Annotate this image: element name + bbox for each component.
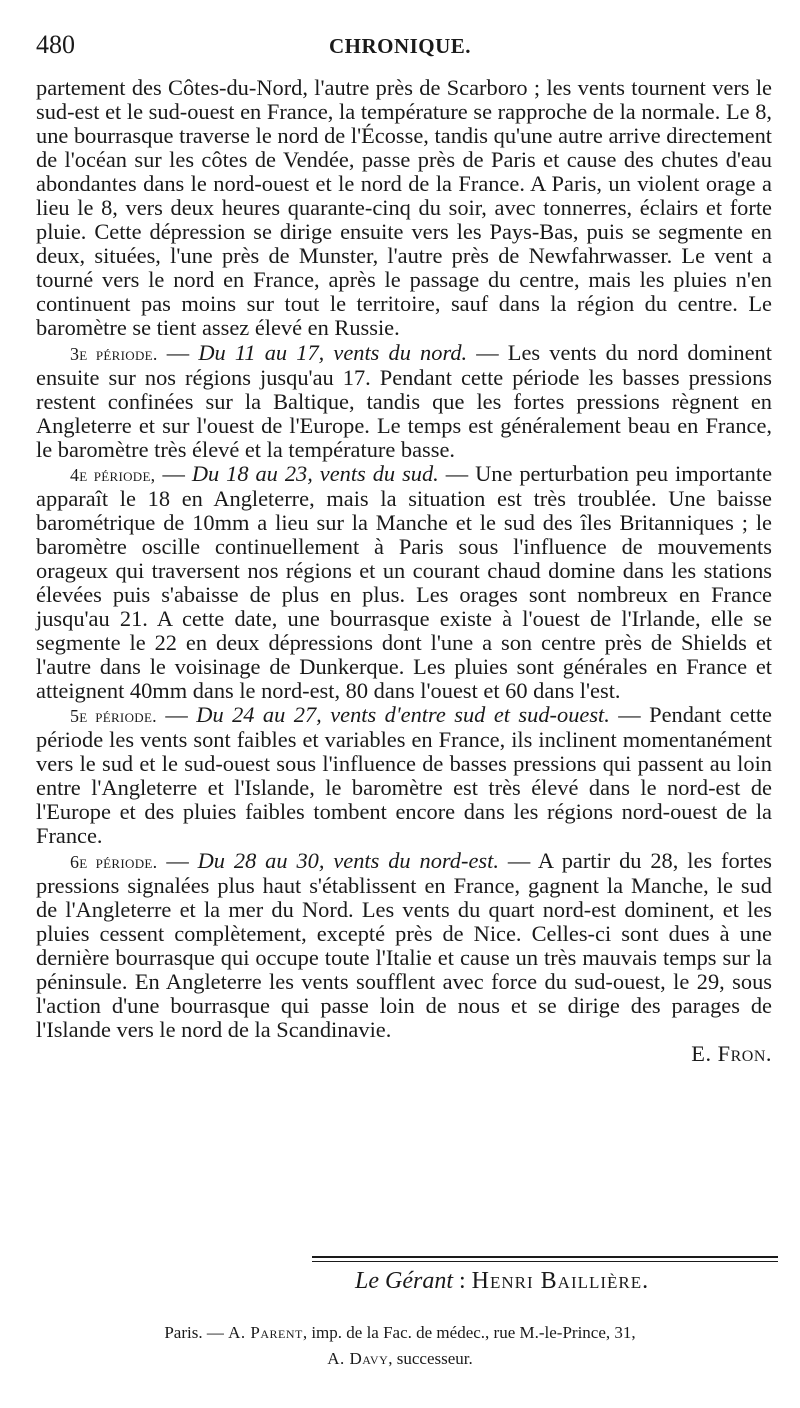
imprint-city: Paris. — [164, 1323, 229, 1342]
continuation-paragraph: partement des Côtes-du-Nord, l'autre près de Scarboro ; les vents tournent vers le sud-est et le sud-ouest en France, la température se rapproche de la normale. Le 8, une bourrasque traverse le nord de l'Écosse, tandis qu'une autre arrive directement de l'océan sur les côtes de Vendée, passe près de Paris et cause des chutes d'eau abondantes dans le nord-ouest et le nord de la France. A Paris, un violent orage a lieu le 8, vers deux heures quarante-cinq du soir, avec tonnerres, éclairs et forte pluie. Cette dépression se dirige ensuite vers les Pays-Bas, puis se segmente en deux, situées, l'une près de Munster, l'autre près de Newfahrwasser. Le vent a tourné vers le nord en France, après le passage du centre, mais les pluies n'en continuent pas moins sur tout le territoire, sauf dans la région du centre. Le baromètre se tient assez élevé en Russie. [36, 75, 772, 341]
imprint-successor-line [0, 1349, 800, 1369]
period-heading: Du 24 au 27, vents d'entre sud et sud-ouest. [196, 702, 610, 728]
period-dash: — [155, 460, 192, 486]
imprint-address: , imp. de la Fac. de médec., rue M.-le-Prince, 31, [302, 1323, 636, 1342]
period-6-paragraph [36, 849, 772, 1042]
period-dash: — [157, 339, 199, 365]
period-label: 3e période. [70, 343, 158, 364]
period-heading: Du 11 au 17, vents du nord. [198, 339, 468, 365]
gerant-label: Le Gérant [355, 1268, 453, 1294]
period-text: — Une perturbation peu importante apparaît le 18 en Angleterre, mais la situation est très troublée. Une baisse barométrique de 10mm a lieu sur la Manche et le sud des îles Britanniques ; le baromètre oscille continuellement à Paris sous l'influence de mouvements orageux qui traversent nos régions et un courant chaud domine dans les stations élevées puis s'abaisse de plus en plus. Les orages sont nombreux en France jusqu'au 21. A cette date, une bourrasque existe à l'ouest de l'Irlande, elle se segmente le 22 en deux dépressions dont l'une a son centre près de Shields et l'autre dans le voisinage de Dunkerque. Les pluies sont générales en France et atteignent 40mm dans le nord-est, 80 dans l'ouest et 60 dans l'est. [36, 460, 773, 704]
article-body [36, 76, 772, 1066]
period-5-paragraph [36, 703, 772, 848]
page-number: 480 [36, 30, 75, 59]
period-dash: — [157, 847, 198, 873]
gerant-line [355, 1268, 775, 1295]
gerant-separator: : [453, 1268, 472, 1294]
footer-rule [312, 1256, 778, 1258]
period-label: 5e période. [70, 706, 157, 727]
period-label: 6e période. [70, 851, 158, 872]
footer-rule-thin [312, 1261, 778, 1262]
period-text: — Les vents du nord dominent ensuite sur nos régions jusqu'au 17. Pendant cette période les basses pressions restent confinées sur la Baltique, tandis que les fortes pressions règnent en Angleterre et sur l'ouest de l'Europe. Le temps est généralement beau en France, le baromètre très élevé et la température basse. [36, 339, 772, 462]
period-dash: — [156, 702, 197, 728]
imprint-successor-text: , successeur. [388, 1349, 473, 1368]
page-header [36, 30, 764, 70]
gerant-name: Henri Baillière. [471, 1268, 650, 1294]
period-heading: Du 18 au 23, vents du sud. [191, 460, 439, 486]
period-text: — A partir du 28, les fortes pressions signalées plus haut s'établissent en France, gagnent la Manche, le sud de l'Angleterre et la mer du Nord. Les vents du quart nord-est dominent, et les pluies cessent complètement, excepté près de Nice. Celles-ci sont dues à une dernière bourrasque qui occupe toute l'Italie et cause un très mauvais temps sur la péninsule. En Angleterre les vents soufflent avec force du sud-ouest, le 29, sous l'action d'une bourrasque qui passe loin de nous et se dirige des parages de l'Islande vers le nord de la Scandinavie. [36, 847, 772, 1042]
running-head: CHRONIQUE. [328, 34, 472, 58]
imprint-printer: A. Parent [228, 1323, 303, 1342]
period-4-paragraph [36, 462, 772, 703]
period-heading: Du 28 au 30, vents du nord-est. [197, 847, 499, 873]
imprint-line [0, 1323, 800, 1343]
period-3-paragraph [36, 341, 772, 462]
period-label: 4e période, [70, 464, 156, 485]
imprint-successor-name: A. Davy [327, 1349, 389, 1368]
author-signature: E. Fron. [691, 1040, 772, 1066]
period-text: — Pendant cette période les vents sont faibles et variables en France, ils inclinent momentanément vers le sud et le sud-ouest sous l'influence de basses pressions qui passent au loin entre l'Angleterre et l'Islande, le baromètre est très élevé dans le nord-est de l'Europe et des pluies faibles tombent encore dans les régions nord-ouest de la France. [36, 702, 772, 849]
